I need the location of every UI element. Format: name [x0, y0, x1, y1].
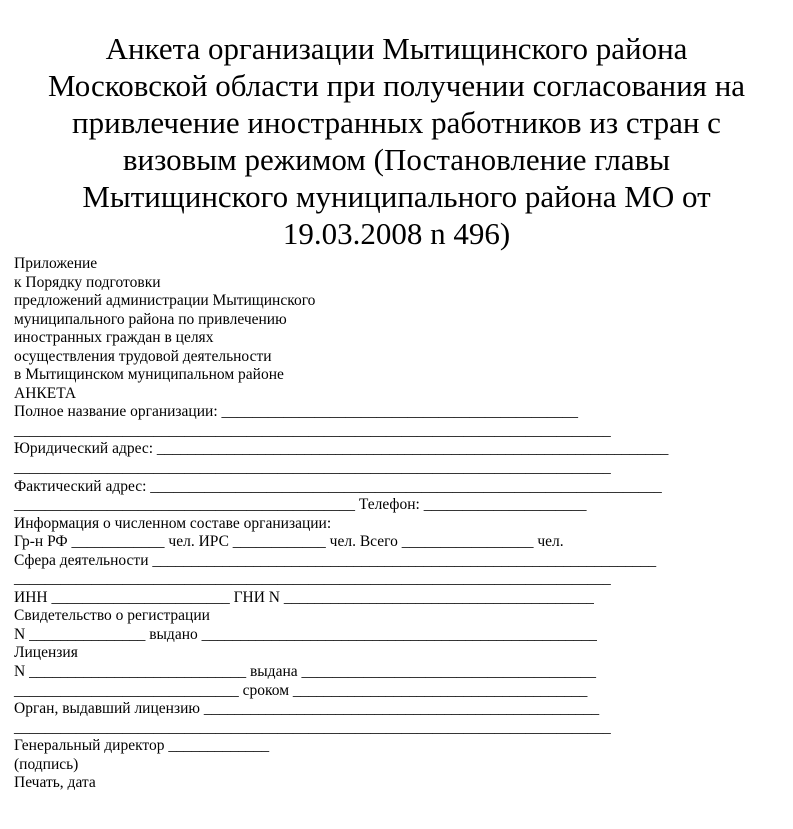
title-line-5: Мытищинского муниципального района МО от — [82, 179, 711, 214]
field-license-authority-continuation: _____________________________________________________________________________ — [14, 718, 611, 736]
field-org-full-name: Полное название организации: ______________________________________________ — [14, 403, 578, 421]
appendix-description-line-4: иностранных граждан в целях — [14, 329, 214, 347]
appendix-description-line-6: в Мытищинском муниципальном районе — [14, 366, 284, 384]
document-title — [0, 30, 793, 252]
license-heading: Лицензия — [14, 644, 78, 662]
field-license-number-issued: N ____________________________ выдана ______________________________________ — [14, 663, 596, 681]
appendix-description-line-1: к Порядку подготовки — [14, 273, 161, 291]
anketa-heading: АНКЕТА — [14, 384, 77, 402]
field-staff-counts: Гр-н РФ ____________ чел. ИРС ____________ чел. Всего _________________ чел. — [14, 533, 564, 551]
field-legal-address: Юридический адрес: __________________________________________________________________ — [14, 440, 669, 458]
title-line-2: Московской области при получении согласования на — [47, 68, 746, 103]
appendix-description-line-5: осуществления трудовой деятельности — [14, 347, 272, 365]
appendix-description-line-3: муниципального района по привлечению — [14, 310, 287, 328]
field-activity-sphere: Сфера деятельности _________________________________________________________________ — [14, 551, 657, 569]
field-actual-address: Фактический адрес: __________________________________________________________________ — [14, 477, 662, 495]
title-line-4: визовым режимом (Постановление главы — [122, 142, 671, 177]
field-legal-address-continuation: _____________________________________________________________________________ — [14, 459, 611, 477]
staff-info-heading: Информация о численном составе организации: — [14, 514, 332, 532]
title-line-1: Анкета организации Мытищинского района — [105, 31, 688, 66]
field-actual-address-phone: ____________________________________________ Телефон: _____________________ — [14, 496, 587, 514]
title-line-6: 19.03.2008 n 496) — [282, 216, 511, 251]
field-general-director: Генеральный директор _____________ — [14, 737, 270, 755]
appendix-label: Приложение — [14, 255, 98, 272]
field-registration-number-issued: N _______________ выдано ___________________________________________________ — [14, 625, 597, 643]
field-license-authority: Орган, выдавший лицензию ___________________________________________________ — [14, 700, 600, 718]
registration-certificate-heading: Свидетельство о регистрации — [14, 607, 210, 625]
seal-date-label: Печать, дата — [14, 774, 96, 792]
field-activity-sphere-continuation: _____________________________________________________________________________ — [14, 570, 611, 588]
field-inn-gni: ИНН _______________________ ГНИ N ________________________________________ — [14, 588, 594, 606]
field-license-term: _____________________________ сроком ______________________________________ — [14, 681, 588, 699]
signature-label: (подпись) — [14, 755, 79, 773]
appendix-description-line-2: предложений администрации Мытищинского — [14, 292, 316, 310]
title-line-3: привлечение иностранных работников из стран с — [72, 105, 721, 140]
field-org-full-name-continuation: _____________________________________________________________________________ — [14, 421, 611, 439]
document-body — [0, 255, 793, 793]
